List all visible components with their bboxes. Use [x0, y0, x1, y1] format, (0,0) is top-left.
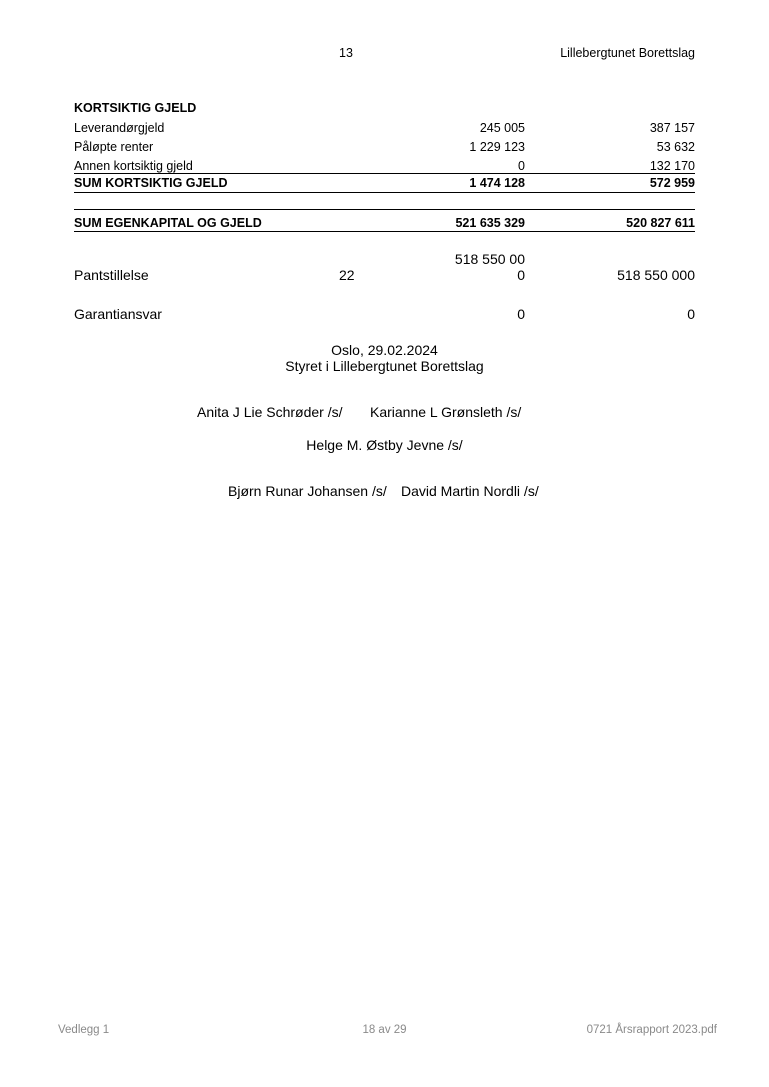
divider [74, 231, 695, 232]
footer-page-count: 18 av 29 [362, 1024, 407, 1036]
short-debt-sum-label: SUM KORTSIKTIG GJELD [74, 176, 228, 190]
divider [74, 173, 695, 174]
total-current: 521 635 329 [455, 216, 525, 230]
signature: David Martin Nordli /s/ [401, 483, 539, 499]
divider [74, 192, 695, 193]
footer-filename: 0721 Årsrapport 2023.pdf [586, 1024, 717, 1036]
row-label: Annen kortsiktig gjeld [74, 159, 193, 173]
guarantee-current: 0 [517, 306, 525, 322]
signature: Bjørn Runar Johansen /s/ [228, 483, 387, 499]
guarantee-label: Garantiansvar [74, 306, 162, 322]
total-previous: 520 827 611 [626, 216, 695, 230]
pledge-previous: 518 550 000 [617, 267, 695, 283]
signature: Anita J Lie Schrøder /s/ [197, 404, 343, 420]
place-date: Oslo, 29.02.2024 [331, 342, 438, 358]
row-current: 0 [518, 159, 525, 173]
short-debt-heading: KORTSIKTIG GJELD [74, 101, 197, 115]
guarantee-previous: 0 [687, 306, 695, 322]
row-previous: 132 170 [649, 159, 695, 173]
row-previous: 387 157 [649, 121, 695, 135]
page-number: 13 [339, 46, 353, 60]
row-label: Leverandørgjeld [74, 121, 165, 135]
pledge-label: Pantstillelse [74, 267, 149, 283]
total-label: SUM EGENKAPITAL OG GJELD [74, 216, 262, 230]
short-debt-sum-previous: 572 959 [649, 176, 695, 190]
row-current: 1 229 123 [469, 140, 525, 154]
footer-left: Vedlegg 1 [58, 1024, 110, 1036]
pledge-current-line1: 518 550 00 [454, 251, 525, 267]
row-label: Påløpte renter [74, 140, 154, 154]
pledge-note: 22 [339, 267, 355, 283]
divider [74, 209, 695, 210]
short-debt-sum-current: 1 474 128 [469, 176, 525, 190]
row-previous: 53 632 [656, 140, 695, 154]
signature: Karianne L Grønsleth /s/ [370, 404, 522, 420]
signature: Helge M. Østby Jevne /s/ [306, 437, 463, 453]
pledge-current-line2: 0 [517, 267, 525, 283]
row-current: 245 005 [479, 121, 525, 135]
header-org-name: Lillebergtunet Borettslag [560, 46, 695, 60]
board-name: Styret i Lillebergtunet Borettslag [285, 358, 484, 374]
